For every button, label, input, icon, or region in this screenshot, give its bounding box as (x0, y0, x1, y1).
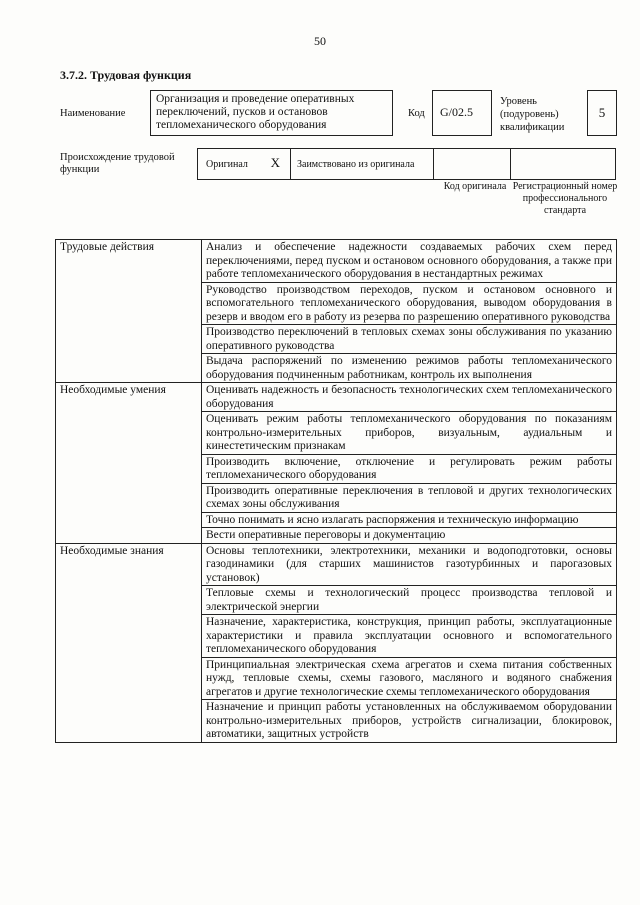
section-item: Назначение, характеристика, конструкция, принцип работы, эксплуатационные характеристики и правила эксплуатации основного и вспомогательного тепломеханического оборудования (202, 615, 617, 658)
section-item: Вести оперативные переговоры и документацию (202, 528, 617, 544)
section-item: Выдача распоряжений по изменению режимов работы тепломеханического оборудования подчиненным работникам, контроль их выполнения (202, 354, 617, 383)
section-item: Тепловые схемы и технологический процесс производства тепловой и электрической энергии (202, 586, 617, 615)
table-row (56, 240, 617, 283)
page-number: 50 (314, 34, 326, 48)
section-item: Точно понимать и ясно излагать распоряжения и техническую информацию (202, 512, 617, 528)
origin-reg-cell (510, 148, 616, 180)
section-item: Назначение и принцип работы установленных на обслуживаемом оборудовании контрольно-измерительных приборов, устройств сигнализации, блокировок, автоматики, защитных устройств (202, 700, 617, 743)
function-name-box: Организация и проведение оперативных переключений, пусков и остановов тепломеханического оборудования (150, 90, 393, 136)
code-box: G/02.5 (432, 90, 492, 136)
section-item: Основы теплотехники, электротехники, механики и водоподготовки, основы газодинамики (для старших машинистов газотурбинных и парогазовых установок) (202, 543, 617, 586)
section-item: Руководство производством переходов, пуском и остановом основного и вспомогательного тепломеханического оборудования, выводом оборудования в резерв и вводом его в работу из резерва по разрешению оперативного руководства (202, 282, 617, 325)
origin-original-label: Оригинал (206, 159, 248, 170)
function-table (55, 239, 617, 743)
origin-code-cell (433, 148, 511, 180)
name-label: Наименование (60, 108, 126, 119)
origin-original-cell (197, 148, 291, 180)
level-label (500, 95, 582, 134)
section-category: Трудовые действия (56, 240, 202, 383)
table-row (56, 383, 617, 412)
origin-label: Происхождение трудовой функции (60, 152, 175, 175)
origin-row (197, 148, 617, 180)
section-item: Производить оперативные переключения в тепловой и других технологических схемах зоны обслуживания (202, 483, 617, 512)
code-label: Код (408, 108, 425, 119)
section-item: Принципиальная электрическая схема агрегатов и схема питания собственных нужд, тепловые схемы, схемы газового, масляного и водяного снабжения агрегатов и другие технологические схемы тепломеханического оборудования (202, 657, 617, 700)
section-category: Необходимые знания (56, 543, 202, 742)
caption-code: Код оригинала (443, 181, 507, 192)
section-category: Необходимые умения (56, 383, 202, 544)
section-item: Производство переключений в тепловых схемах зоны обслуживания по указанию оперативного руководства (202, 325, 617, 354)
caption-reg: Регистрационный номер профессионального стандарта (512, 181, 618, 216)
origin-borrowed-cell: Заимствовано из оригинала (290, 148, 434, 180)
section-item: Производить включение, отключение и регулировать режим работы тепломеханического оборудования (202, 454, 617, 483)
section-item: Оценивать надежность и безопасность технологических схем тепломеханического оборудования (202, 383, 617, 412)
level-box: 5 (587, 90, 617, 136)
level-label-text: Уровень (подуровень) квалификации (500, 96, 565, 133)
section-title: 3.7.2. Трудовая функция (60, 68, 192, 82)
section-item: Оценивать режим работы тепломеханического оборудования по показаниям контрольно-измерительных приборов, визуальным, аудиальным и кинестетическим признакам (202, 412, 617, 455)
origin-mark: X (270, 155, 280, 170)
table-row (56, 543, 617, 586)
section-item: Анализ и обеспечение надежности создаваемых рабочих схем перед переключениями, перед пуском и остановом основного оборудования, а также при работе тепломеханического оборудования в нестандартных режимах (202, 240, 617, 283)
